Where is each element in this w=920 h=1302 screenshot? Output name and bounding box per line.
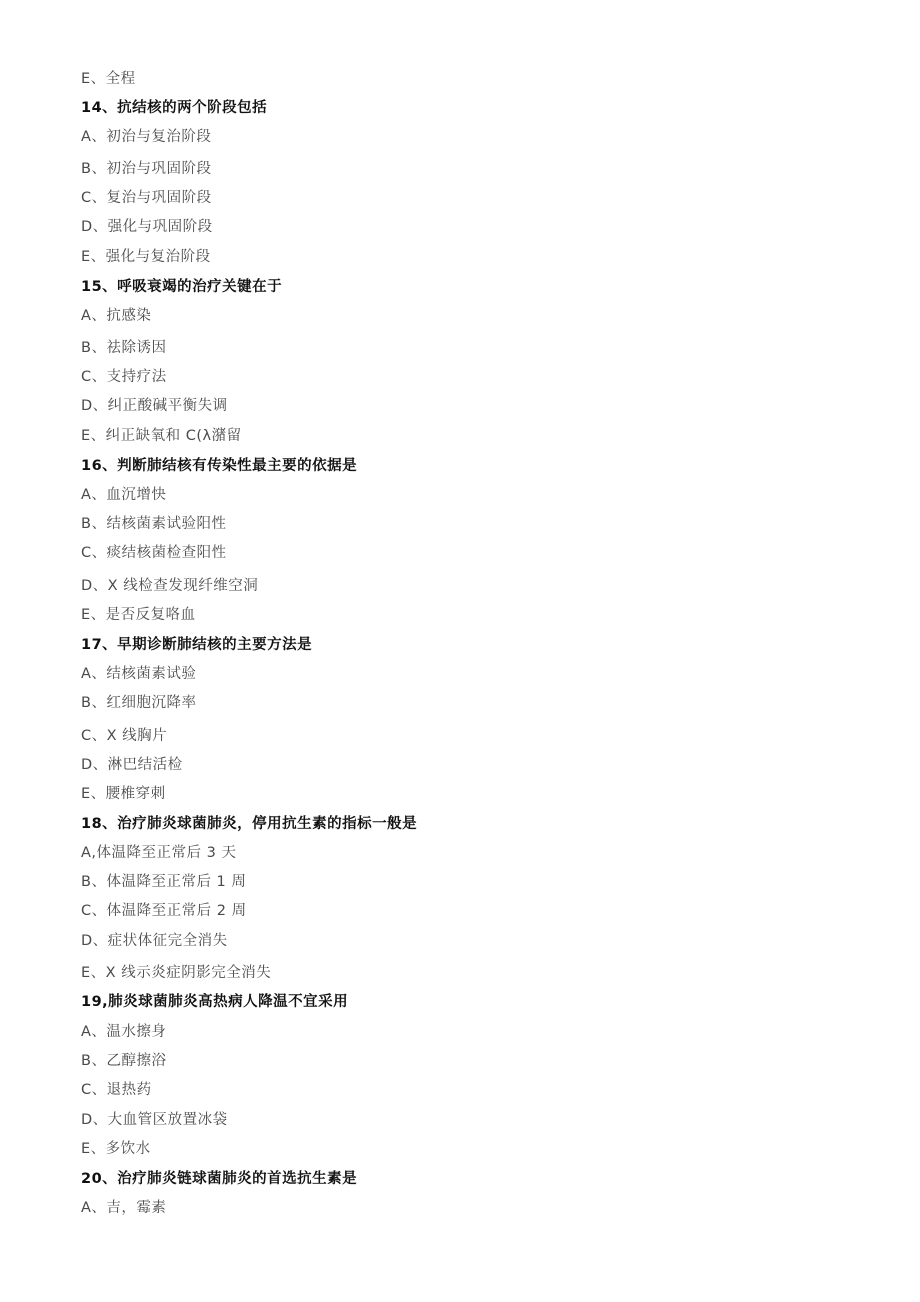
- option-c-q17: C、X 线胸片: [81, 728, 168, 744]
- option-c-q14: C、复治与巩固阶段: [81, 190, 212, 206]
- option-a-q14: A、初治与复治阶段: [81, 129, 212, 145]
- option-b-q19: B、乙醇擦浴: [81, 1053, 167, 1069]
- option-d-q16: D、X 线检查发现纤维空洞: [81, 578, 259, 594]
- question-18: 18、治疗肺炎球菌肺炎，停用抗生素的指标一般是: [81, 816, 418, 832]
- option-a-q17: A、结核菌素试验: [81, 666, 197, 682]
- option-d-q19: D、大血管区放置冰袋: [81, 1112, 228, 1128]
- option-e-q17: E、腰椎穿刺: [81, 786, 166, 802]
- question-17: 17、早期诊断肺结核的主要方法是: [81, 637, 313, 653]
- option-a-q16: A、血沉增快: [81, 487, 167, 503]
- option-d-q15: D、纠正酸碱平衡失调: [81, 398, 228, 414]
- question-20: 20、治疗肺炎链球菌肺炎的首选抗生素是: [81, 1171, 358, 1187]
- question-16: 16、判断肺结核有传染性最主要的依据是: [81, 458, 358, 474]
- option-a-q20: A、吉，霉素: [81, 1200, 167, 1216]
- option-e-q18: E、X 线示炎症阴影完全消失: [81, 965, 272, 981]
- option-c-q15: C、支持疗法: [81, 369, 167, 385]
- option-c-q19: C、退热药: [81, 1082, 152, 1098]
- option-c-q18: C、体温降至正常后 2 周: [81, 903, 247, 919]
- option-e-q19: E、多饮水: [81, 1141, 151, 1157]
- option-a-q15: A、抗感染: [81, 308, 152, 324]
- question-19: 19,肺炎球菌肺炎高热病人降温不宜采用: [81, 994, 349, 1010]
- option-d-q18: D、症状体征完全消失: [81, 933, 228, 949]
- question-14: 14、抗结核的两个阶段包括: [81, 100, 268, 116]
- option-b-q18: B、体温降至正常后 1 周: [81, 874, 247, 890]
- option-a-q19: A、温水擦身: [81, 1024, 167, 1040]
- option-b-q17: B、红细胞沉降率: [81, 695, 197, 711]
- option-d-q17: D、淋巴结活检: [81, 757, 183, 773]
- option-b-q16: B、结核菌素试验阳性: [81, 516, 227, 532]
- option-e-q13: E、全程: [81, 71, 136, 87]
- option-e-q15: E、纠正缺氧和 C(λ潴留: [81, 428, 242, 444]
- option-a-q18: A,体温降至正常后 3 天: [81, 845, 237, 861]
- option-b-q15: B、祛除诱因: [81, 340, 167, 356]
- option-c-q16: C、痰结核菌检查阳性: [81, 545, 227, 561]
- option-d-q14: D、强化与巩固阶段: [81, 219, 213, 235]
- option-b-q14: B、初治与巩固阶段: [81, 161, 212, 177]
- option-e-q14: E、强化与复治阶段: [81, 249, 211, 265]
- question-15: 15、呼吸衰竭的治疗关键在于: [81, 279, 283, 295]
- option-e-q16: E、是否反复咯血: [81, 607, 196, 623]
